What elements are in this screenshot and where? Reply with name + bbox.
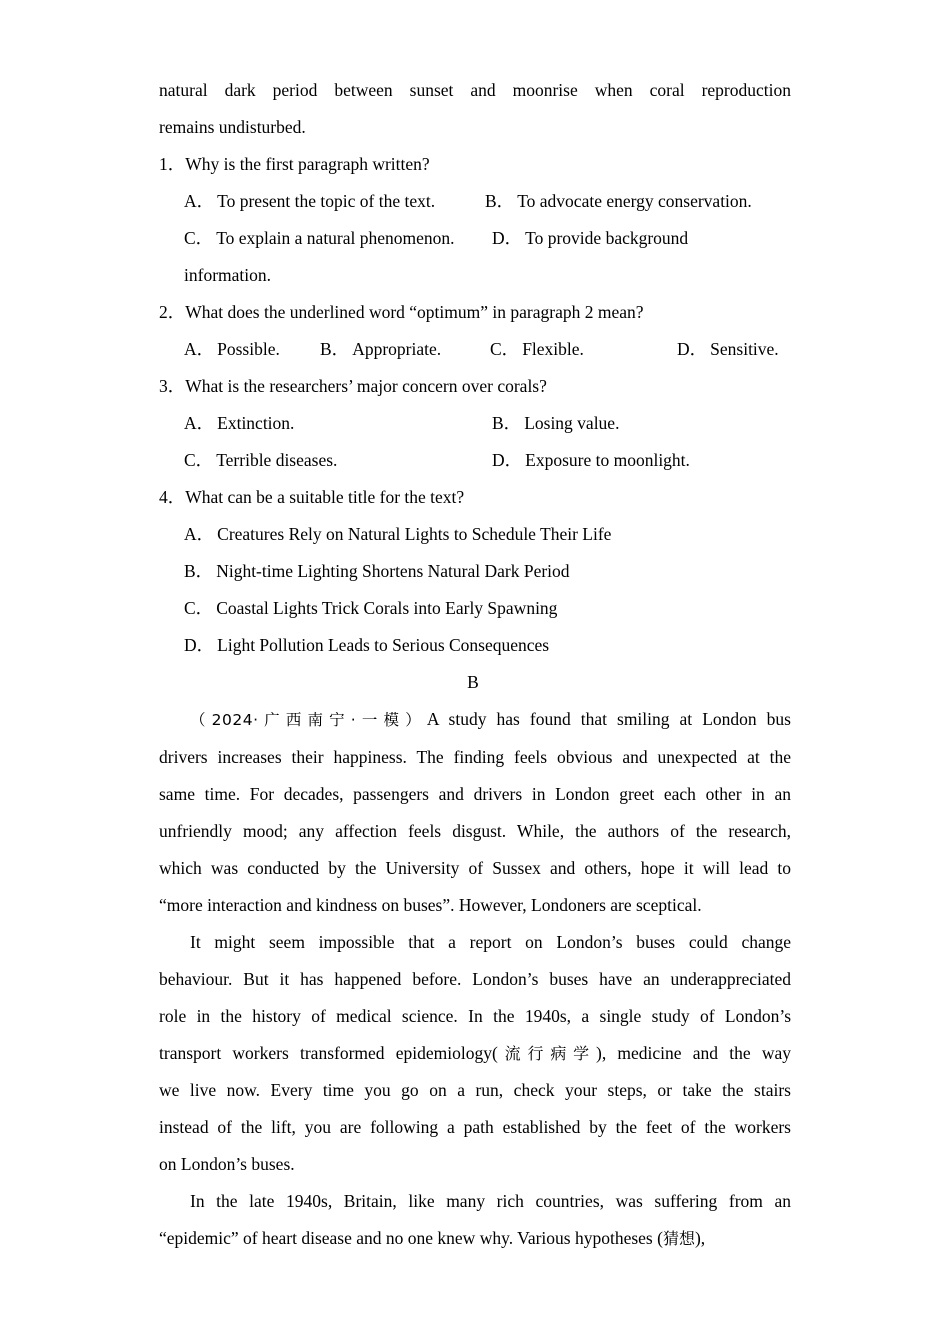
question-4-option-a[interactable] [159,516,791,553]
section-b-paragraph-2-line-4 [159,1035,791,1072]
question-2 [159,294,791,368]
section-b-paragraph-3-line-1 [159,1183,791,1220]
section-b-paragraph-1 [159,701,791,924]
question-1-option-b[interactable] [485,183,752,220]
question-2-option-d-text: Sensitive. [710,339,779,359]
section-b-paragraph-3 [159,1183,791,1257]
epidemiology-chinese-gloss: 流行病学 [497,1044,596,1063]
section-b-paragraph-2-line-6: instead of the lift, you are following a path established by the feet of the workers [159,1117,791,1137]
question-3-option-a-label: A． [184,413,215,433]
continued-paragraph-line-1: natural dark period between sunset and moonrise when coral reproduction [159,80,791,100]
question-2-stem-text: What does the underlined word “optimum” in paragraph 2 mean? [185,302,644,322]
question-3-option-b-label: B． [492,413,522,433]
question-1-option-a[interactable] [184,183,435,220]
question-4-option-c-text: Coastal Lights Trick Corals into Early Spawning [216,598,558,618]
section-b-source: （2024·广西南宁·一模） [190,711,427,729]
question-3-option-d-label: D． [492,450,523,470]
question-2-options-row [159,331,791,368]
question-3-option-c-label: C． [184,450,214,470]
section-b-paragraph-3-line-2 [159,1220,791,1257]
question-4-stem-text: What can be a suitable title for the text? [185,487,465,507]
question-4-option-a-text: Creatures Rely on Natural Lights to Schedule Their Life [217,524,612,544]
question-2-option-b[interactable] [320,331,441,368]
question-4-option-d-text: Light Pollution Leads to Serious Consequences [217,635,550,655]
question-3-number: 3． [159,376,186,396]
question-4-number: 4． [159,487,186,507]
section-b-paragraph-3-line-2-part-a: “epidemic” of heart disease and no one knew why. Various hypotheses ( [159,1228,663,1248]
question-3-options-row-2 [159,442,791,479]
question-4-option-d-label: D． [184,635,215,655]
section-b-paragraph-2-line-4-part-b: ), medicine and the way [596,1043,791,1063]
section-b-paragraph-2-line-2: behaviour. But it has happened before. London’s buses have an underappreciated [159,969,791,989]
question-2-option-c-text: Flexible. [522,339,584,359]
section-b-paragraph-2-line-4-part-a: transport workers transformed epidemiology( [159,1043,498,1063]
question-2-option-b-text: Appropriate. [352,339,442,359]
question-4-option-b[interactable] [159,553,791,590]
section-b-paragraph-3-line-1-text: In the late 1940s, Britain, like many rich countries, was suffering from an [190,1191,791,1211]
question-3-option-b-text: Losing value. [524,413,620,433]
question-2-option-c[interactable] [490,331,584,368]
question-1-option-c-text: To explain a natural phenomenon. [216,228,455,248]
question-1 [159,146,791,294]
question-3-option-d[interactable] [492,442,690,479]
question-3-option-b[interactable] [492,405,619,442]
question-3-stem [159,368,791,405]
question-1-options-row-1 [159,183,791,220]
section-b-paragraph-2-line-1-text: It might seem impossible that a report on London’s buses could change [190,932,791,952]
section-b-heading: B [467,672,479,692]
question-2-stem [159,294,791,331]
question-1-stem-text: Why is the first paragraph written? [185,154,430,174]
question-3-option-a-text: Extinction. [217,413,295,433]
section-b-paragraph-2-line-5: we live now. Every time you go on a run, check your steps, or take the stairs [159,1080,791,1100]
section-b-paragraph-1-line-1-text: A study has found that smiling at London bus [426,709,791,729]
question-2-option-d[interactable] [677,331,779,368]
question-1-option-d-continuation: information. [184,265,271,285]
section-b-paragraph-2-line-7: on London’s buses. [159,1154,295,1174]
question-4-option-c-label: C． [184,598,214,618]
section-b-paragraph-1-line-5: which was conducted by the University of Sussex and others, hope it will lead to [159,858,791,878]
question-3 [159,368,791,479]
question-4-option-a-label: A． [184,524,215,544]
section-b-paragraph-2-line-3: role in the history of medical science. In the 1940s, a single study of London’s [159,1006,791,1026]
section-b-paragraph-2-line-1 [159,924,791,961]
question-1-option-a-label: A． [184,191,215,211]
question-2-option-a[interactable] [184,331,280,368]
question-1-option-d[interactable] [492,220,688,257]
question-2-option-a-label: A． [184,339,215,359]
hypotheses-chinese-gloss: 猜想 [662,1229,695,1248]
question-3-option-c[interactable] [184,442,337,479]
question-3-option-c-text: Terrible diseases. [216,450,338,470]
question-3-option-a[interactable] [184,405,294,442]
section-b-paragraph-1-line-1 [159,701,791,739]
question-3-option-d-text: Exposure to moonlight. [525,450,690,470]
continued-paragraph-line-2: remains undisturbed. [159,117,306,137]
question-4-option-c[interactable] [159,590,791,627]
section-b-paragraph-1-line-6: “more interaction and kindness on buses”. However, Londoners are sceptical. [159,895,702,915]
question-3-options-row-1 [159,405,791,442]
section-b-paragraph-2 [159,924,791,1183]
question-1-option-d-label: D． [492,228,523,248]
section-b-paragraph-1-line-3: same time. For decades, passengers and drivers in London greet each other in an [159,784,791,804]
question-1-option-a-text: To present the topic of the text. [217,191,436,211]
question-1-number: 1． [159,154,186,174]
question-1-option-c[interactable] [184,220,455,257]
question-4-stem [159,479,791,516]
continued-paragraph [159,72,791,146]
section-b-paragraph-3-line-2-part-b: ), [694,1228,706,1248]
question-4-option-d[interactable] [159,627,791,664]
section-b-paragraph-1-line-2: drivers increases their happiness. The finding feels obvious and unexpected at the [159,747,791,767]
question-2-number: 2． [159,302,186,322]
question-1-options-row-2 [159,220,791,257]
question-2-option-b-label: B． [320,339,350,359]
question-3-stem-text: What is the researchers’ major concern over corals? [185,376,547,396]
question-1-option-c-label: C． [184,228,214,248]
question-1-option-b-text: To advocate energy conservation. [517,191,752,211]
question-1-option-d-text: To provide background [525,228,689,248]
page-content [159,72,791,1257]
question-1-stem [159,146,791,183]
question-2-option-d-label: D． [677,339,708,359]
question-4-option-b-label: B． [184,561,214,581]
question-2-option-c-label: C． [490,339,520,359]
question-4 [159,479,791,664]
question-2-option-a-text: Possible. [217,339,280,359]
question-4-option-b-text: Night-time Lighting Shortens Natural Dark Period [216,561,570,581]
question-1-option-b-label: B． [485,191,515,211]
section-b-paragraph-1-line-4: unfriendly mood; any affection feels disgust. While, the authors of the research, [159,821,791,841]
